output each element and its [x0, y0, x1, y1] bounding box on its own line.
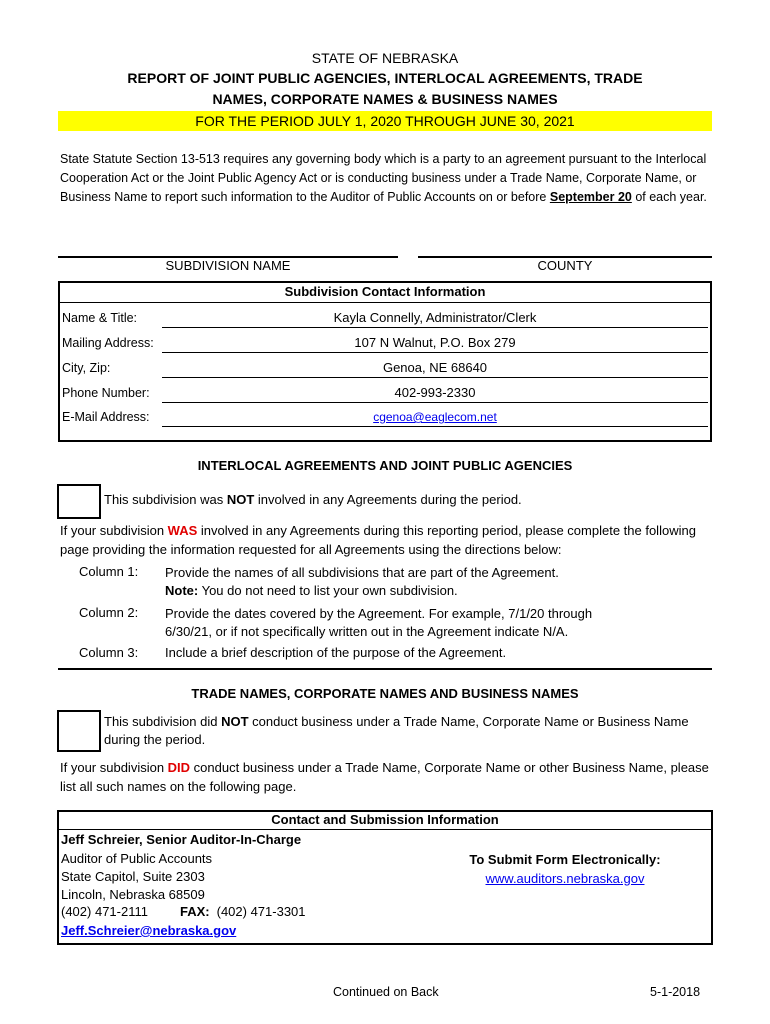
- statute-paragraph: State Statute Section 13-513 requires any governing body which is a party to an agreement pursuant to the Interlocal Cooperation Act or the Joint Public Agency Act or is conducting business under a Trade Name, Corporate Name, or Business Name to report such information to the Auditor of Public Accounts on or before September 20 of each year.: [60, 152, 707, 204]
- auditors-website-link[interactable]: www.auditors.nebraska.gov: [485, 871, 645, 886]
- interlocal-not-involved-checkbox[interactable]: [57, 484, 101, 519]
- interlocal-instructions: If your subdivision WAS involved in any Agreements during this reporting period, please complete the following page providing the information requested for all Agreements using the directions below:: [60, 523, 696, 557]
- form-revision-date: 5-1-2018: [650, 985, 701, 999]
- mailing-address-line: [162, 352, 708, 353]
- column1-text: Provide the names of all subdivisions that are part of the Agreement. Note: You do not need to list your own subdivision.: [165, 565, 559, 598]
- phone-number-field[interactable]: 402-993-2330: [394, 385, 476, 400]
- city-zip-line: [162, 377, 708, 378]
- mailing-address-field[interactable]: 107 N Walnut, P.O. Box 279: [354, 335, 516, 350]
- city-zip-field[interactable]: Genoa, NE 68640: [382, 360, 488, 375]
- submit-electronically-label: To Submit Form Electronically:: [469, 852, 661, 867]
- subdivision-name-label: SUBDIVISION NAME: [165, 258, 291, 273]
- phone-number-label: Phone Number:: [62, 386, 150, 400]
- continued-on-back: Continued on Back: [333, 985, 439, 999]
- column1-label: Column 1:: [79, 564, 139, 579]
- contact-heading: Subdivision Contact Information: [284, 284, 486, 299]
- deadline-date: September 20: [549, 190, 632, 204]
- name-title-line: [162, 327, 708, 328]
- auditor-address-line2: Lincoln, Nebraska 68509: [61, 887, 205, 902]
- mailing-address-label: Mailing Address:: [62, 336, 154, 350]
- state-heading: STATE OF NEBRASKA: [311, 50, 459, 66]
- auditor-phone-fax: (402) 471-2111 FAX: (402) 471-3301: [61, 904, 306, 919]
- column3-text: Include a brief description of the purpose of the Agreement.: [165, 645, 507, 660]
- interlocal-checkbox-label: This subdivision was NOT involved in any Agreements during the period.: [104, 492, 522, 507]
- column2-text: Provide the dates covered by the Agreement. For example, 7/1/20 through 6/30/21, or if not specifically written out in the Agreement indicate N/A.: [165, 606, 593, 639]
- auditor-office: Auditor of Public Accounts: [61, 851, 213, 866]
- report-title-line1: REPORT OF JOINT PUBLIC AGENCIES, INTERLOCAL AGREEMENTS, TRADE: [127, 70, 643, 86]
- phone-number-line: [162, 402, 708, 403]
- contact-heading-divider: [58, 302, 712, 303]
- city-zip-label: City, Zip:: [62, 361, 111, 375]
- submission-heading: Contact and Submission Information: [271, 812, 499, 827]
- interlocal-heading: INTERLOCAL AGREEMENTS AND JOINT PUBLIC AGENCIES: [197, 458, 573, 473]
- email-label: E-Mail Address:: [62, 410, 150, 424]
- name-title-field[interactable]: Kayla Connelly, Administrator/Clerk: [333, 310, 537, 325]
- trade-names-instructions: If your subdivision DID conduct business under a Trade Name, Corporate Name or other Business Name, please list all such names on the following page.: [60, 760, 709, 794]
- email-line: [162, 426, 708, 427]
- section-divider: [58, 668, 712, 670]
- submission-heading-divider: [57, 829, 713, 830]
- name-title-label: Name & Title:: [62, 311, 138, 325]
- trade-names-not-conducted-checkbox[interactable]: [57, 710, 101, 752]
- email-field[interactable]: cgenoa@eaglecom.net: [373, 410, 497, 424]
- auditor-address-line1: State Capitol, Suite 2303: [61, 869, 205, 884]
- county-label: COUNTY: [537, 258, 593, 273]
- trade-names-heading: TRADE NAMES, CORPORATE NAMES AND BUSINESS NAMES: [191, 686, 579, 701]
- report-title-line2: NAMES, CORPORATE NAMES & BUSINESS NAMES: [212, 91, 558, 107]
- column2-label: Column 2:: [79, 605, 139, 620]
- auditor-name: Jeff Schreier, Senior Auditor-In-Charge: [61, 832, 302, 847]
- trade-names-checkbox-label: This subdivision did NOT conduct business under a Trade Name, Corporate Name or Business Name during the period.: [104, 714, 689, 747]
- auditor-email-link[interactable]: Jeff.Schreier@nebraska.gov: [61, 923, 237, 938]
- reporting-period-banner: FOR THE PERIOD JULY 1, 2020 THROUGH JUNE 30, 2021: [58, 111, 712, 131]
- column3-label: Column 3:: [79, 645, 139, 660]
